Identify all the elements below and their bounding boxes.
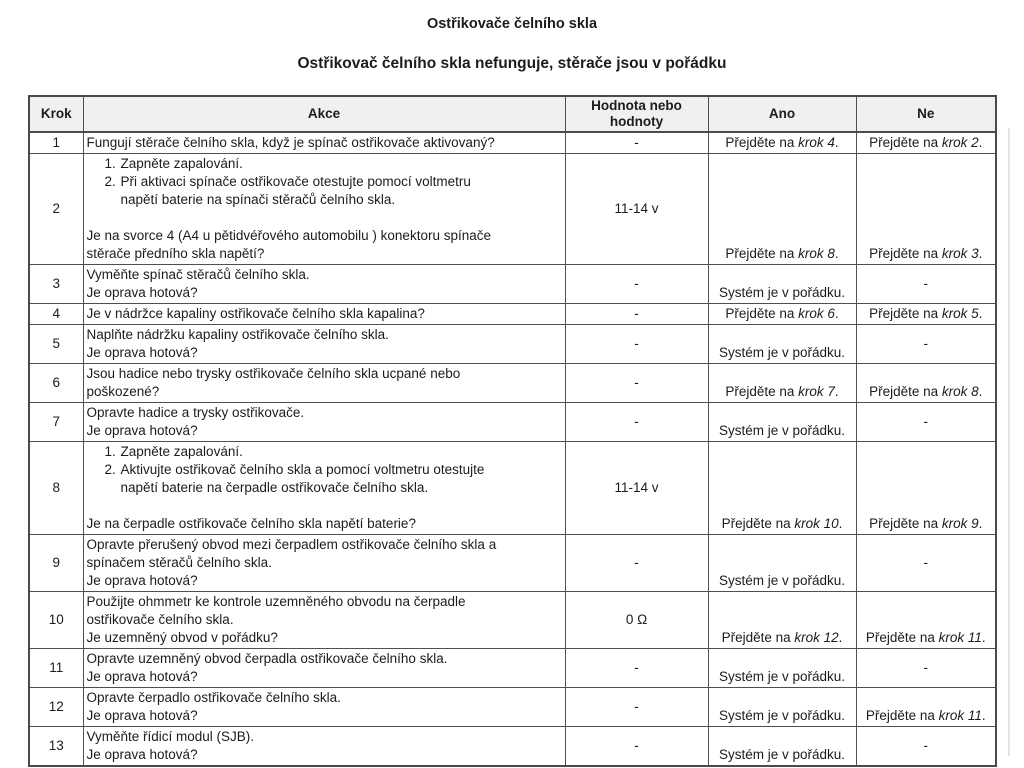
page-subtitle: Ostřikovač čelního skla nefunguje, stěrače jsou v pořádku [297, 55, 727, 72]
step-reference: krok 6 [798, 306, 835, 321]
header-ano: Ano [708, 96, 856, 132]
action-question: Je oprava hotová? [86, 708, 198, 723]
step-reference: krok 10 [794, 516, 839, 531]
yes-cell: Systém je v pořádku. [708, 727, 856, 767]
step-number: 5 [29, 325, 83, 364]
value-cell: - [565, 688, 708, 727]
no-cell: Přejděte na krok 9. [856, 442, 996, 535]
action-text: Naplňte nádržku kapaliny ostřikovače čelního skla. [86, 327, 389, 342]
table-row [29, 727, 996, 767]
action-question: Jsou hadice nebo trysky ostřikovače čelního skla ucpané nebo poškozené? [86, 366, 461, 399]
step-number: 12 [29, 688, 83, 727]
step-reference: krok 12 [794, 630, 839, 645]
table-row [29, 304, 996, 325]
value-cell: - [565, 132, 708, 154]
no-cell: - [856, 265, 996, 304]
value-cell: - [565, 535, 708, 592]
value-cell: - [565, 364, 708, 403]
action-question: Je oprava hotová? [86, 669, 198, 684]
no-cell: - [856, 535, 996, 592]
action-cell [83, 304, 565, 325]
table-row [29, 649, 996, 688]
yes-cell: Přejděte na krok 6. [708, 304, 856, 325]
yes-cell: Přejděte na krok 12. [708, 592, 856, 649]
step-reference: krok 11 [938, 708, 982, 723]
step-reference: krok 5 [941, 306, 979, 321]
action-cell [83, 325, 565, 364]
value-cell: - [565, 325, 708, 364]
step-number: 3 [29, 265, 83, 304]
table-row [29, 592, 996, 649]
step-reference: krok 9 [941, 516, 979, 531]
no-cell: - [856, 403, 996, 442]
step-number: 13 [29, 727, 83, 767]
action-question: Je oprava hotová? [86, 573, 198, 588]
step-number: 11 [29, 649, 83, 688]
table-row [29, 132, 996, 154]
table-row [29, 364, 996, 403]
action-text: Opravte uzemněný obvod čerpadla ostřikovače čelního skla. [86, 651, 448, 666]
step-number: 2 [29, 154, 83, 265]
yes-cell: Přejděte na krok 10. [708, 442, 856, 535]
value-cell: - [565, 265, 708, 304]
action-text: Vyměňte řídicí modul (SJB). [86, 729, 255, 744]
action-cell [83, 265, 565, 304]
table-row [29, 442, 996, 535]
yes-cell: Systém je v pořádku. [708, 649, 856, 688]
table-row [29, 325, 996, 364]
no-cell: - [856, 649, 996, 688]
value-cell: - [565, 649, 708, 688]
step-number: 7 [29, 403, 83, 442]
step-number: 1 [29, 132, 83, 154]
step-reference: krok 7 [798, 384, 835, 399]
action-question: Je na čerpadle ostřikovače čelního skla napětí baterie? [86, 516, 416, 531]
header-ne: Ne [856, 96, 996, 132]
page-title: Ostřikovače čelního skla [426, 16, 598, 32]
step-reference: krok 4 [798, 135, 835, 150]
yes-cell: Přejděte na krok 4. [708, 132, 856, 154]
action-cell [83, 727, 565, 767]
action-question: Je v nádržce kapaliny ostřikovače čelního skla kapalina? [86, 306, 425, 321]
action-cell [83, 592, 565, 649]
action-step-item: 2. Aktivujte ostřikovač čelního skla a pomocí voltmetru otestujte napětí baterie na čerpadle ostřikovače čelního skla. [120, 461, 561, 497]
value-cell: 11-14 v [565, 442, 708, 535]
diagnostic-table [28, 95, 997, 767]
step-reference: krok 8 [798, 246, 835, 261]
action-text: Opravte hadice a trysky ostřikovače. [86, 405, 305, 420]
table-header [29, 96, 996, 132]
step-number: 6 [29, 364, 83, 403]
header-krok: Krok [29, 96, 83, 132]
value-cell: 0 Ω [565, 592, 708, 649]
action-step-item: 1. Zapněte zapalování. [120, 443, 561, 461]
no-cell: - [856, 325, 996, 364]
value-cell: 11-14 v [565, 154, 708, 265]
step-reference: krok 2 [941, 135, 979, 150]
yes-cell: Systém je v pořádku. [708, 403, 856, 442]
action-question: Fungují stěrače čelního skla, když je spínač ostřikovače aktivovaný? [86, 135, 495, 150]
scan-edge-artifact [1008, 128, 1010, 756]
action-text: Opravte čerpadlo ostřikovače čelního skla. [86, 690, 341, 705]
action-cell [83, 535, 565, 592]
action-step-item: 1. Zapněte zapalování. [120, 155, 561, 173]
no-cell: Přejděte na krok 11. [856, 688, 996, 727]
action-cell [83, 132, 565, 154]
action-cell [83, 688, 565, 727]
table-row [29, 154, 996, 265]
no-cell: Přejděte na krok 11. [856, 592, 996, 649]
step-reference: krok 8 [941, 384, 979, 399]
table-row [29, 403, 996, 442]
step-number: 4 [29, 304, 83, 325]
table-row [29, 688, 996, 727]
action-cell [83, 364, 565, 403]
action-question: Je uzemněný obvod v pořádku? [86, 630, 278, 645]
header-row [29, 96, 996, 132]
value-cell: - [565, 403, 708, 442]
action-cell [83, 154, 565, 265]
no-cell: Přejděte na krok 5. [856, 304, 996, 325]
action-cell [83, 442, 565, 535]
action-text: Vyměňte spínač stěračů čelního skla. [86, 267, 310, 282]
action-step-item: 2. Při aktivaci spínače ostřikovače otestujte pomocí voltmetru napětí baterie na spínači stěračů čelního skla. [120, 173, 561, 209]
action-question: Je na svorce 4 (A4 u pětidvéřového automobilu ) konektoru spínače stěrače předního skla napětí? [86, 228, 491, 261]
no-cell: Přejděte na krok 3. [856, 154, 996, 265]
action-cell [83, 649, 565, 688]
header-akce: Akce [83, 96, 565, 132]
step-number: 8 [29, 442, 83, 535]
yes-cell: Systém je v pořádku. [708, 265, 856, 304]
yes-cell: Systém je v pořádku. [708, 688, 856, 727]
yes-cell: Přejděte na krok 7. [708, 364, 856, 403]
action-text: Opravte přerušený obvod mezi čerpadlem ostřikovače čelního skla a spínačem stěračů čelního skla. [86, 537, 497, 570]
action-cell [83, 403, 565, 442]
action-question: Je oprava hotová? [86, 747, 198, 762]
action-question: Je oprava hotová? [86, 285, 198, 300]
step-reference: krok 3 [941, 246, 979, 261]
no-cell: Přejděte na krok 2. [856, 132, 996, 154]
table-row [29, 265, 996, 304]
action-steps-list [87, 155, 561, 209]
table-row [29, 535, 996, 592]
action-question: Je oprava hotová? [86, 423, 198, 438]
step-number: 9 [29, 535, 83, 592]
yes-cell: Přejděte na krok 8. [708, 154, 856, 265]
no-cell: - [856, 727, 996, 767]
action-question: Je oprava hotová? [86, 345, 198, 360]
header-hodnota: Hodnota nebo hodnoty [565, 96, 708, 132]
value-cell: - [565, 304, 708, 325]
step-number: 10 [29, 592, 83, 649]
yes-cell: Systém je v pořádku. [708, 535, 856, 592]
action-text: Použijte ohmmetr ke kontrole uzemněného obvodu na čerpadle ostřikovače čelního skla. [86, 594, 466, 627]
table-body [29, 132, 996, 766]
value-cell: - [565, 727, 708, 767]
step-reference: krok 11 [938, 630, 982, 645]
no-cell: Přejděte na krok 8. [856, 364, 996, 403]
action-steps-list [87, 443, 561, 497]
yes-cell: Systém je v pořádku. [708, 325, 856, 364]
